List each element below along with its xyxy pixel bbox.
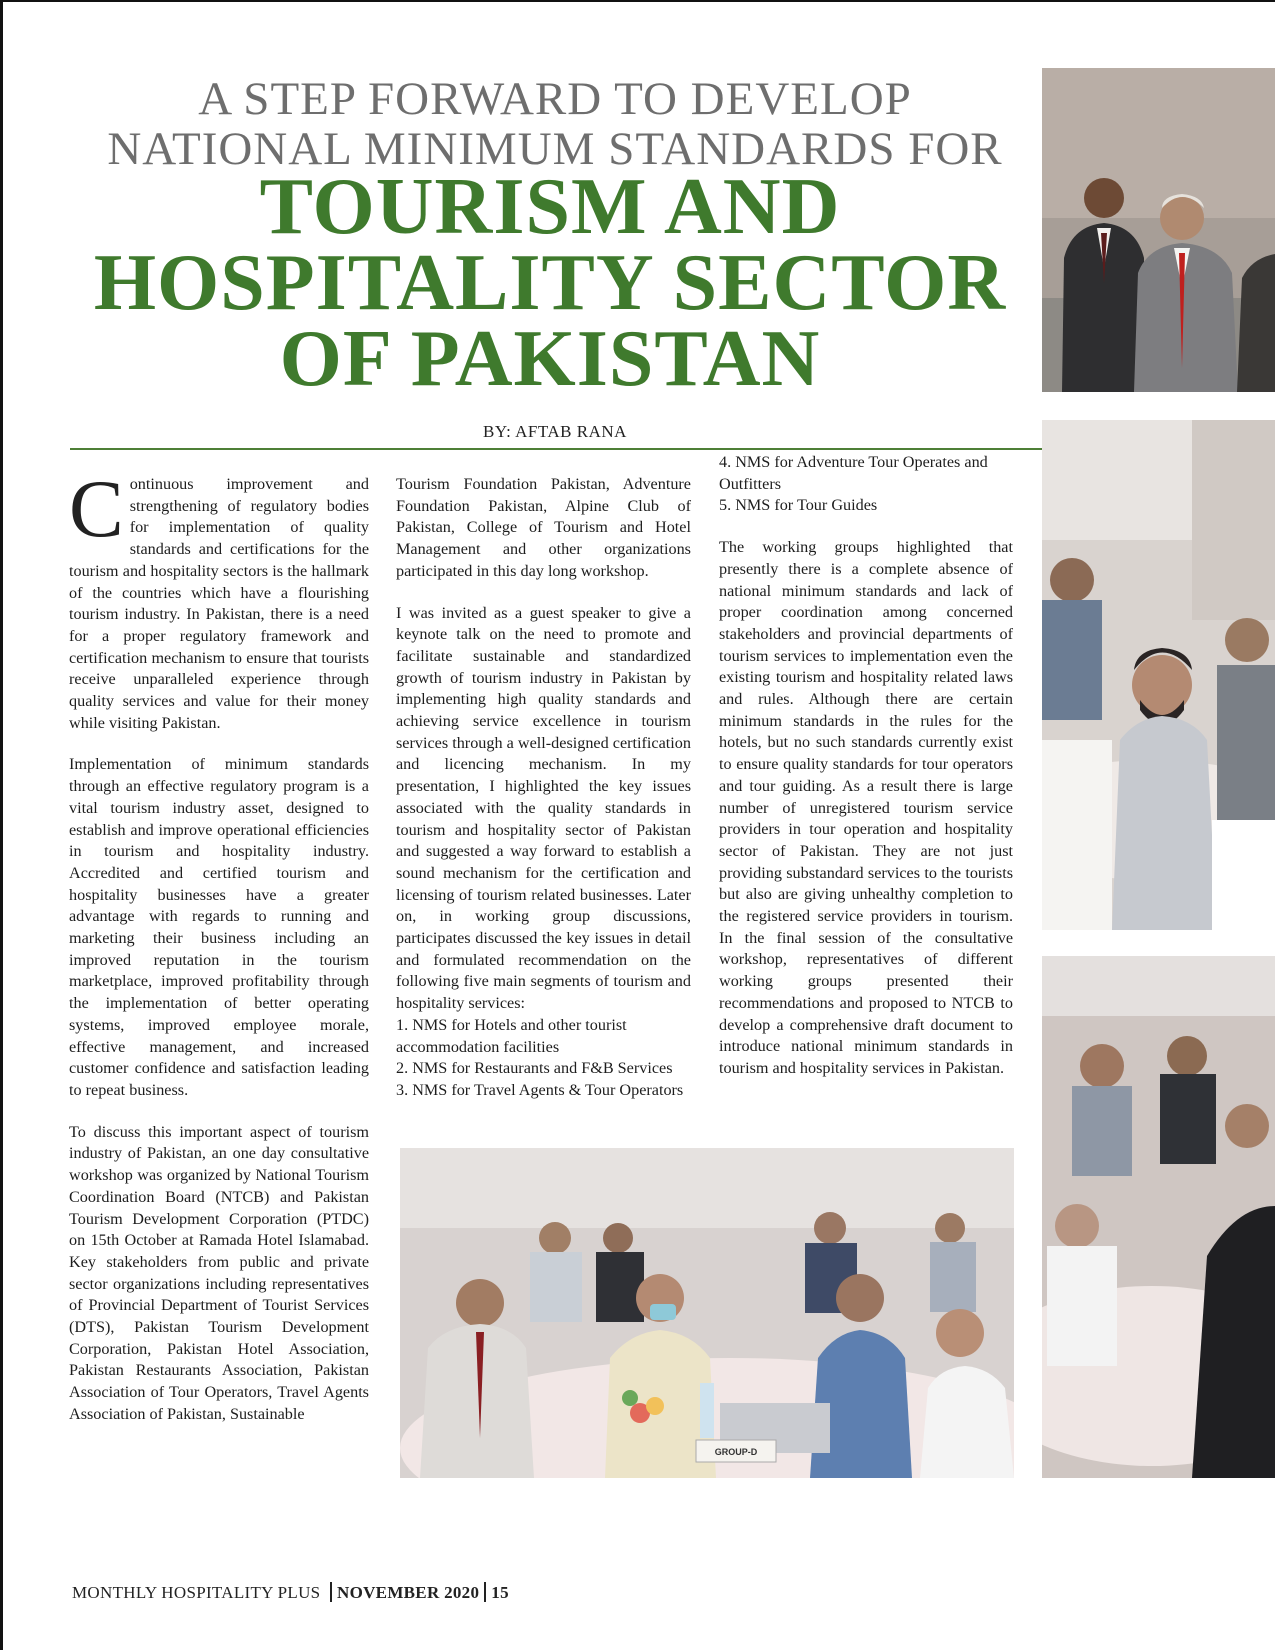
drop-cap: C [69, 463, 124, 554]
photo-officials-standing [1042, 68, 1275, 392]
article-paragraph: To discuss this important aspect of tourism industry of Pakistan, an one day consultative workshop was organized by National Tourism Coordination Board (NTCB) and Pakistan Tourism Development Corporation (PTDC) on 15th October at Ramada Hotel Islamabad. Key stakeholders from public and private sector organizations including representatives of Provincial Department of Tourist Services (DTS), Pakistan Tourism Development Corporation, Pakistan Hotel Association, Pakistan Restaurants Association, Pakistan Association of Tour Operators, Travel Agents Association of Pakistan, Sustainable [69, 1122, 369, 1423]
headline-line-2: HOSPITALITY SECTOR [93, 239, 1007, 327]
photo-group-discussion [400, 1148, 1014, 1478]
table-sign-label: GROUP-D [714, 1447, 758, 1457]
article-column-1 [69, 463, 369, 1446]
headline-rule [70, 448, 1060, 450]
footer-divider [484, 1582, 486, 1602]
footer-divider [330, 1582, 332, 1602]
list-item: 2. NMS for Restaurants and F&B Services [396, 1059, 673, 1078]
article-paragraph: I was invited as a guest speaker to give a keynote talk on the need to promote and facilitate sustainable and standardized growth of tourism industry in Pakistan by implementing high quality standards and achieving service excellence in tourism services through a well-designed certification and licencing mechanism. In my presentation, I highlighted the key issues associated with the quality standards in tourism and hospitality sector of Pakistan and suggested a way forward to establish a sound mechanism for the certification and licensing of tourism related businesses. Later on, in working group discussions, participates discussed the key issues in detail and formulated recommendation on the following five main segments of tourism and hospitality services: [396, 603, 691, 1013]
headline-line-1: TOURISM AND [259, 163, 841, 251]
article-column-3 [719, 452, 1013, 1100]
photo-round-table-discussion [1042, 956, 1275, 1478]
list-item: 5. NMS for Tour Guides [719, 496, 878, 515]
article-paragraph: Implementation of minimum standards through an effective regulatory program is a vital tourism industry asset, designed to establish and improve operational efficiencies in tourism and hospitality industry. Accredited and certified tourism and hospitality businesses have a greater advantage with regards to running and marketing their business including an improved reputation in the tourism marketplace, improved profitability through the implementation of better operating systems, improved employee morale, effective management, and increased customer confidence and satisfaction leading to repeat business. [69, 755, 369, 1099]
headline-line-3: OF PAKISTAN [279, 315, 821, 403]
list-item: 3. NMS for Travel Agents & Tour Operators [396, 1080, 684, 1099]
byline: BY: AFTAB RANA [483, 422, 627, 441]
article-paragraph: The working groups highlighted that presently there is a complete absence of national minimum standards and lack of proper coordination among concerned stakeholders and provincial departments of tourism services to implementation even the existing tourism and hospitality related laws and rules. Although there are certain minimum standards in the rules for the hotels, but no such standards currently exist to ensure quality standards for tour operators and tour guiding. As a result there is large number of unregistered tourism service providers in tour operation and hospitality sector of Pakistan. They are not just providing substandard services to the tourists but also are giving unhealthy completion to the registered service providers in tourism. In the final session of the consultative workshop, representatives of different working groups presented their recommendations and proposed to NTCB to develop a comprehensive draft document to introduce national minimum standards in tourism and hospitality services in Pakistan. [719, 538, 1013, 1077]
article-paragraph: Tourism Foundation Pakistan, Adventure Foundation Pakistan, Alpine Club of Pakistan, College of Tourism and Hotel Management and other organizations participated in this day long workshop. [396, 475, 691, 580]
list-item: 1. NMS for Hotels and other tourist accommodation facilities [396, 1015, 627, 1056]
kicker-line-1: A STEP FORWARD TO DEVELOP [198, 73, 912, 125]
article-column-2 [396, 474, 691, 1102]
kicker-line-2: NATIONAL MINIMUM STANDARDS FOR [107, 123, 1003, 175]
page-footer [72, 1582, 509, 1603]
page-number: 15 [491, 1583, 509, 1602]
article-paragraph [69, 463, 369, 734]
page-border-left [0, 0, 3, 1650]
issue-date: NOVEMBER 2020 [337, 1583, 480, 1602]
magazine-name: MONTHLY HOSPITALITY PLUS [72, 1583, 321, 1602]
list-item: 4. NMS for Adventure Tour Operates and Outfitters [719, 453, 988, 493]
page-border-top [0, 0, 1275, 2]
photo-workshop-participants [1042, 420, 1275, 930]
paragraph-text: ontinuous improvement and strengthening of regulatory bodies for implementation of quality standards and certifications for the tourism and hospitality sectors is the hallmark of the countries which have a flourishing tourism industry. In Pakistan, there is a need for a proper regulatory framework and certification mechanism to ensure that tourists receive unparalleled experience through quality services and value for their money while visiting Pakistan. [69, 475, 369, 732]
